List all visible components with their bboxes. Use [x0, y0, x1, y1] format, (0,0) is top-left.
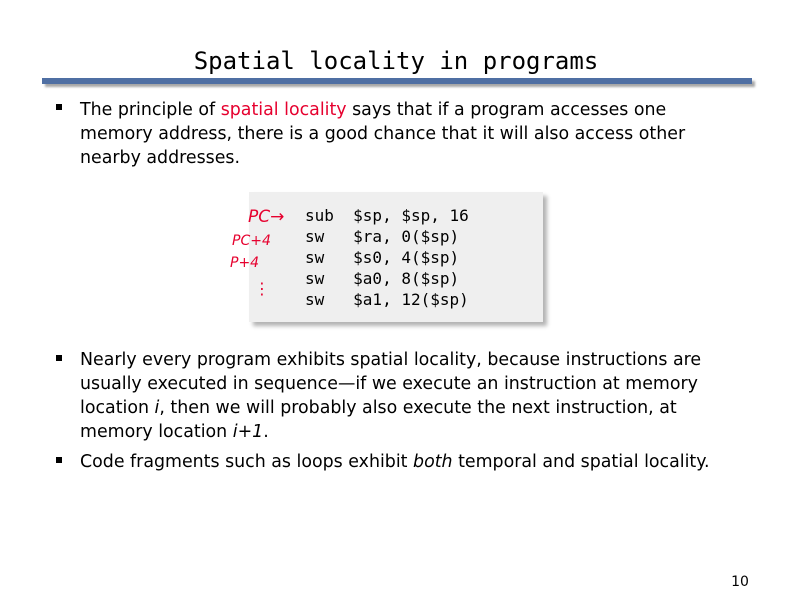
bullet-2-line-1: Nearly every program exhibits spatial locality, because instructions are	[80, 350, 702, 370]
bullet-1-line-2: memory address, there is a good chance that it will also access other	[80, 124, 686, 144]
code-line: sw $s0, 4($sp)	[305, 248, 460, 267]
bullet-2	[80, 348, 701, 444]
code-line: sw $ra, 0($sp)	[305, 227, 460, 246]
bullet-2-line-3: location i, then we will probably also execute the next instruction, at	[80, 398, 677, 418]
code-line: sw $a1, 12($sp)	[305, 290, 469, 309]
bullet-marker	[56, 457, 62, 463]
bullet-1-line-3: nearby addresses.	[80, 148, 240, 168]
code-line: sw $a0, 8($sp)	[305, 269, 460, 288]
page-number: 10	[731, 574, 749, 590]
bullet-3	[80, 450, 710, 474]
bullet-1-line-1: The principle of spatial locality says that if a program accesses one	[80, 100, 667, 120]
spatial-locality-term: spatial locality	[220, 100, 347, 120]
title-rule	[42, 78, 752, 84]
bullet-2-line-2: usually executed in sequence—if we execute an instruction at memory	[80, 374, 698, 394]
code-line: sub $sp, $sp, 16	[305, 206, 469, 225]
bullet-marker	[56, 104, 62, 110]
bullet-1	[80, 98, 685, 170]
handwritten-pc-plus-4: PC+4	[232, 233, 271, 249]
bullet-3-line-1: Code fragments such as loops exhibit both temporal and spatial locality.	[80, 452, 710, 472]
handwritten-pc-arrow: PC→	[248, 207, 285, 227]
bullet-2-line-4: memory location i+1.	[80, 422, 269, 442]
page-title: Spatial locality in programs	[193, 47, 599, 75]
handwritten-p-plus-4: P+4	[230, 255, 260, 271]
bullet-marker	[56, 355, 62, 361]
handwritten-dots: ⋮	[254, 279, 270, 298]
handwritten-annotation	[228, 200, 298, 300]
